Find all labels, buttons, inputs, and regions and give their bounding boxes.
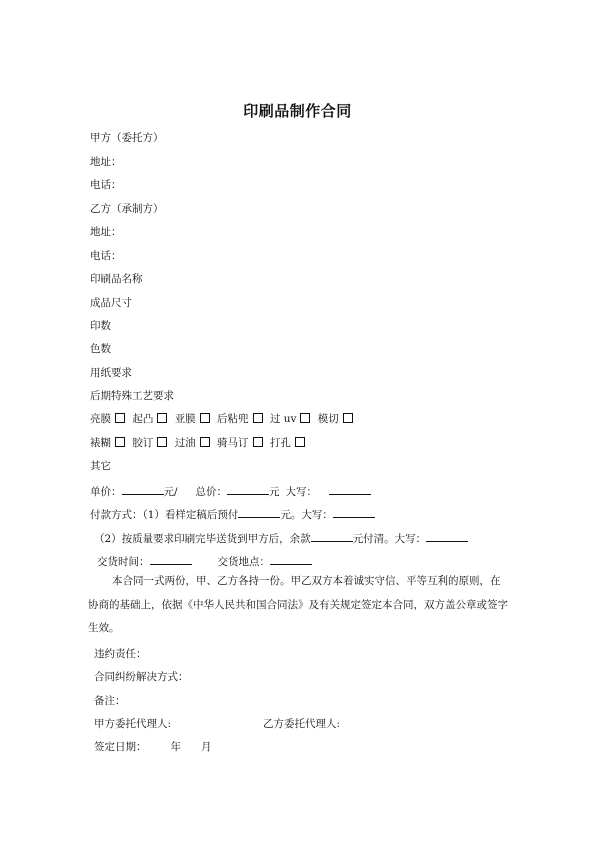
party-a-label: 甲方（委托方） (90, 132, 164, 144)
party-a-phone: 电话： (90, 179, 122, 191)
payment-row-2 (94, 530, 468, 546)
unit-price-label: 单价： (90, 486, 122, 498)
checkbox[interactable] (343, 413, 353, 423)
options-row-2 (90, 436, 309, 450)
option-label: 胶订 (132, 437, 154, 449)
party-b-phone: 电话： (90, 250, 122, 262)
option-label: 亚膜 (174, 413, 196, 425)
unit-price-field[interactable] (122, 483, 164, 495)
delivery-row (97, 553, 312, 569)
payment-step1-prefix: （1）看样定稿后预付 (142, 509, 239, 521)
payment-label: 付款方式： (90, 509, 143, 521)
body-paragraph: 本合同一式两份，甲、乙方各持一份。甲乙双方本着诚实守信、平等互利的原则，在协商的基础上，依据《中华人民共和国合同法》及有关规定签定本合同，双方盖公章或签字生效。 (88, 575, 508, 634)
price-row (90, 483, 371, 499)
capital-field[interactable] (329, 483, 371, 495)
checkbox[interactable] (157, 437, 167, 447)
dispute-label: 合同纠纷解决方式： (94, 671, 189, 683)
checkbox[interactable] (295, 437, 305, 447)
page-title: 印刷品制作合同 (243, 102, 352, 120)
option-label: 后粘兜 (217, 413, 249, 425)
paper-req-label: 用纸要求 (90, 367, 132, 379)
total-price-suffix: 元 (269, 486, 280, 498)
checkbox[interactable] (157, 413, 167, 423)
payment-row-1 (90, 506, 375, 522)
option-label: 裱糊 (90, 437, 111, 449)
product-name-label: 印刷品名称 (90, 273, 143, 285)
checkbox[interactable] (300, 413, 310, 423)
other-label: 其它 (90, 460, 111, 472)
prepay-field[interactable] (238, 506, 280, 518)
option-label: 模切 (317, 413, 339, 425)
breach-label: 违约责任： (94, 648, 147, 660)
option-label: 亮膜 (90, 413, 111, 425)
remarks-label: 备注： (94, 695, 126, 707)
agent-b-label: 乙方委托代理人: (263, 718, 341, 730)
option-label: 过 uv (269, 413, 297, 425)
party-a-address: 地址： (90, 156, 122, 168)
checkbox[interactable] (115, 437, 125, 447)
checkbox[interactable] (253, 437, 263, 447)
option-label: 起凸 (132, 413, 154, 425)
checkbox[interactable] (200, 413, 210, 423)
post-process-label: 后期特殊工艺要求 (90, 390, 174, 402)
prepay-capital-field[interactable] (333, 506, 375, 518)
sign-date-label: 签定日期： (94, 741, 147, 753)
sign-date-row (94, 740, 212, 754)
checkbox[interactable] (200, 437, 210, 447)
delivery-place-field[interactable] (270, 553, 312, 565)
delivery-time-label: 交货时间： (97, 556, 150, 568)
option-label: 骑马订 (217, 437, 249, 449)
checkbox[interactable] (253, 413, 263, 423)
party-b-address: 地址： (90, 226, 122, 238)
capital-label: 大写： (285, 486, 318, 498)
party-b-label: 乙方（承制方） (90, 203, 164, 215)
sign-date-year: 年 (170, 741, 181, 753)
payment-step2-prefix: （2）按质量要求印刷完毕送货到甲方后，余款 (94, 533, 311, 545)
balance-capital-field[interactable] (426, 530, 468, 542)
delivery-place-label: 交货地点： (217, 556, 270, 568)
payment-step1-suffix: 元。大写： (280, 509, 333, 521)
unit-price-suffix: 元/ (163, 486, 178, 498)
checkbox[interactable] (115, 413, 125, 423)
options-row-1 (90, 412, 357, 426)
balance-field[interactable] (311, 530, 353, 542)
sign-date-month: 月 (201, 741, 212, 753)
delivery-time-field[interactable] (150, 553, 192, 565)
payment-step2-suffix: 元付清。大写： (352, 533, 427, 545)
total-price-field[interactable] (227, 483, 269, 495)
agent-a-label: 甲方委托代理人: (94, 718, 172, 730)
total-price-label: 总价： (195, 486, 228, 498)
print-qty-label: 印数 (90, 320, 111, 332)
option-label: 过油 (174, 437, 196, 449)
finished-size-label: 成品尺寸 (90, 297, 132, 309)
option-label: 打孔 (269, 437, 291, 449)
colors-label: 色数 (90, 343, 111, 355)
